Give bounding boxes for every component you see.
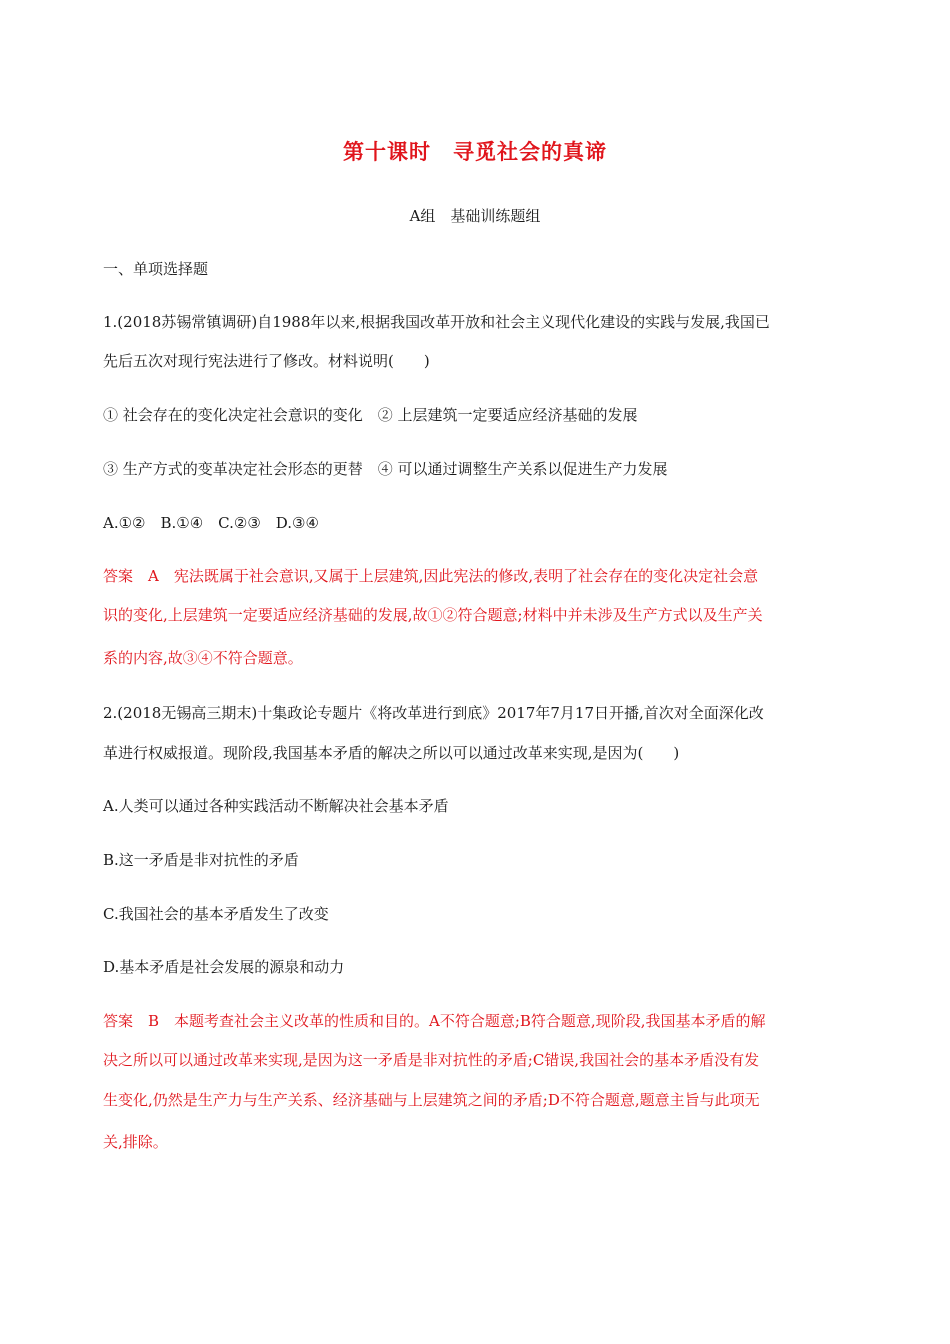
q1-statements-line-2: ③ 生产方式的变革决定社会形态的更替 ④ 可以通过调整生产关系以促进生产力发展 bbox=[103, 460, 668, 478]
q1-stem-line-2: 先后五次对现行宪法进行了修改。材料说明( ) bbox=[103, 352, 430, 370]
q1-statements-line-1: ① 社会存在的变化决定社会意识的变化 ② 上层建筑一定要适应经济基础的发展 bbox=[103, 406, 638, 424]
q1-answer-line-2: 识的变化,上层建筑一定要适应经济基础的发展,故①②符合题意;材料中并未涉及生产方式以及生产关 bbox=[103, 606, 763, 624]
q2-answer-line-3: 生变化,仍然是生产力与生产关系、经济基础与上层建筑之间的矛盾;D不符合题意,题意主旨与此项无 bbox=[103, 1091, 760, 1109]
q2-answer-line-4: 关,排除。 bbox=[103, 1133, 168, 1151]
q1-answer-line-3: 系的内容,故③④不符合题意。 bbox=[103, 649, 303, 667]
q1-options: A.①② B.①④ C.②③ D.③④ bbox=[103, 514, 319, 532]
q2-option-b: B.这一矛盾是非对抗性的矛盾 bbox=[103, 851, 299, 869]
q2-stem-line-2: 革进行权威报道。现阶段,我国基本矛盾的解决之所以可以通过改革来实现,是因为( ) bbox=[103, 744, 680, 762]
section-heading: 一、单项选择题 bbox=[103, 260, 209, 278]
lesson-title: 第十课时 寻觅社会的真谛 bbox=[343, 140, 607, 164]
q2-answer-line-2: 决之所以可以通过改革来实现,是因为这一矛盾是非对抗性的矛盾;C错误,我国社会的基本矛盾没有发 bbox=[103, 1051, 760, 1069]
q2-answer-line-1: 答案 B 本题考查社会主义改革的性质和目的。A不符合题意;B符合题意,现阶段,我国基本矛盾的解 bbox=[103, 1012, 766, 1030]
q1-stem-line-1: 1.(2018苏锡常镇调研)自1988年以来,根据我国改革开放和社会主义现代化建设的实践与发展,我国已 bbox=[103, 313, 770, 331]
group-title: A组 基础训练题组 bbox=[409, 207, 541, 225]
q2-option-d: D.基本矛盾是社会发展的源泉和动力 bbox=[103, 958, 345, 976]
q2-option-c: C.我国社会的基本矛盾发生了改变 bbox=[103, 905, 329, 923]
q2-stem-line-1: 2.(2018无锡高三期末)十集政论专题片《将改革进行到底》2017年7月17日开播,首次对全面深化改 bbox=[103, 704, 764, 722]
q1-answer-line-1: 答案 A 宪法既属于社会意识,又属于上层建筑,因此宪法的修改,表明了社会存在的变化决定社会意 bbox=[103, 567, 759, 585]
q2-option-a: A.人类可以通过各种实践活动不断解决社会基本矛盾 bbox=[103, 797, 449, 815]
